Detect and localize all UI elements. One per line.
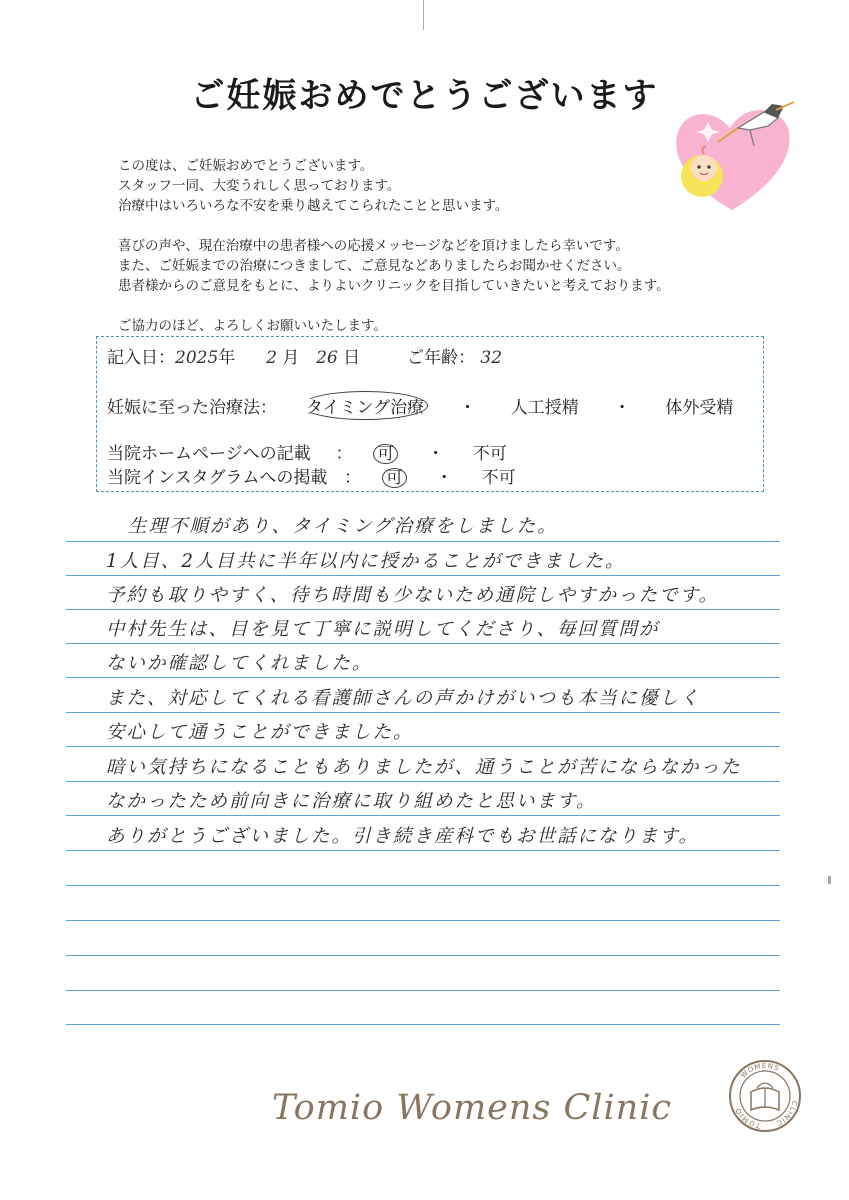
page-title: ご妊娠おめでとうございます <box>190 76 659 116</box>
message-line: また、対応してくれる看護師さんの声かけがいつも本当に優しく <box>106 688 701 709</box>
date-row <box>107 343 502 368</box>
message-line: ありがとうございました。引き続き産科でもお世話になります。 <box>106 826 700 847</box>
intro-line: この度は、ご妊娠おめでとうございます。 <box>118 158 374 174</box>
ruled-line <box>66 677 780 678</box>
method-option-iui[interactable]: 人工授精 <box>510 398 579 418</box>
date-label: 記入日： <box>107 348 175 368</box>
message-line: 生理不順があり、タイミング治療をしました。 <box>128 516 558 537</box>
ruled-line <box>66 1024 780 1025</box>
insta-label: 当院インスタグラムへの掲載 <box>107 468 328 488</box>
ruled-line <box>66 541 780 542</box>
ruled-line <box>66 609 780 610</box>
message-line: 暗い気持ちになることもありましたが、通うことが苦にならなかった <box>106 757 742 778</box>
hp-colon: ： <box>335 444 353 464</box>
ruled-line <box>66 746 780 747</box>
insta-option-no[interactable]: 不可 <box>481 468 516 488</box>
insta-separator: ・ <box>435 468 453 488</box>
ruled-line <box>66 920 780 921</box>
survey-form <box>96 336 764 492</box>
year-unit: 年 <box>218 348 236 368</box>
scan-mark-right <box>828 876 831 884</box>
hp-separator: ・ <box>427 444 445 464</box>
intro-line: 患者様からのご意見をもとに、よりよいクリニックを目指していきたいと考えております。 <box>118 278 670 294</box>
ruled-line <box>66 815 780 816</box>
logo-text-right: CLINIC <box>774 1099 799 1128</box>
intro-line: スタッフ一同、大変うれしく思っております。 <box>118 178 401 194</box>
svg-text:WOMENS <box>739 1062 781 1079</box>
logo-text-top: WOMENS <box>739 1061 781 1080</box>
ruled-line <box>66 643 780 644</box>
message-line: 1人目、2人目共に半年以内に授かることができました。 <box>106 551 626 572</box>
message-line: 安心して通うことができました。 <box>106 722 414 743</box>
message-area <box>66 505 780 1025</box>
message-line: 予約も取りやすく、待ち時間も少ないため通院しやすかったです。 <box>106 585 720 606</box>
logo-text-bottom: TOMIO <box>733 1105 762 1130</box>
clinic-logo <box>727 1058 803 1134</box>
homepage-consent-row <box>107 439 507 464</box>
message-line: 中村先生は、目を見て丁寧に説明してくださり、毎回質問が <box>106 619 660 640</box>
insta-option-yes[interactable]: 可 <box>382 468 407 488</box>
ruled-line <box>66 575 780 576</box>
month-value[interactable]: 2 <box>266 348 277 368</box>
message-line: ないか確認してくれました。 <box>106 653 373 674</box>
intro-line: また、ご妊娠までの治療につきまして、ご意見などありましたらお聞かせください。 <box>118 258 631 274</box>
method-separator: ・ <box>458 398 476 418</box>
scan-mark-top <box>423 0 424 30</box>
clinic-name: Tomio Womens Clinic <box>272 1088 672 1128</box>
year-value[interactable]: 2025 <box>175 348 219 368</box>
hp-option-no[interactable]: 不可 <box>472 444 507 464</box>
hp-label: 当院ホームページへの記載 <box>107 444 311 464</box>
intro-line: 喜びの声や、現在治療中の患者様への応援メッセージなどを頂けましたら幸いです。 <box>118 238 629 254</box>
insta-colon: ： <box>344 468 362 488</box>
age-value[interactable]: 32 <box>480 348 503 368</box>
treatment-method-row <box>107 393 733 418</box>
ruled-line <box>66 850 780 851</box>
month-unit: 月 <box>282 348 300 368</box>
method-option-timing[interactable]: タイミング治療 <box>306 393 424 418</box>
method-label: 妊娠に至った治療法： <box>107 398 277 418</box>
ruled-line <box>66 781 780 782</box>
instagram-consent-row <box>107 463 516 488</box>
ruled-line <box>66 955 780 956</box>
day-value[interactable]: 26 <box>316 348 338 368</box>
ruled-line <box>66 990 780 991</box>
day-unit: 日 <box>343 348 361 368</box>
message-line: なかったため前向きに治療に取り組めたと思います。 <box>106 791 597 812</box>
method-option-ivf[interactable]: 体外受精 <box>665 398 734 418</box>
hp-option-yes[interactable]: 可 <box>373 444 398 464</box>
ruled-line <box>66 885 780 886</box>
intro-line: ご協力のほど、よろしくお願いいたします。 <box>118 318 387 334</box>
age-label: ご年齢： <box>406 348 475 368</box>
method-separator: ・ <box>613 398 631 418</box>
intro-text <box>118 156 798 336</box>
intro-line: 治療中はいろいろな不安を乗り越えてこられたことと思います。 <box>118 198 509 214</box>
ruled-line <box>66 712 780 713</box>
